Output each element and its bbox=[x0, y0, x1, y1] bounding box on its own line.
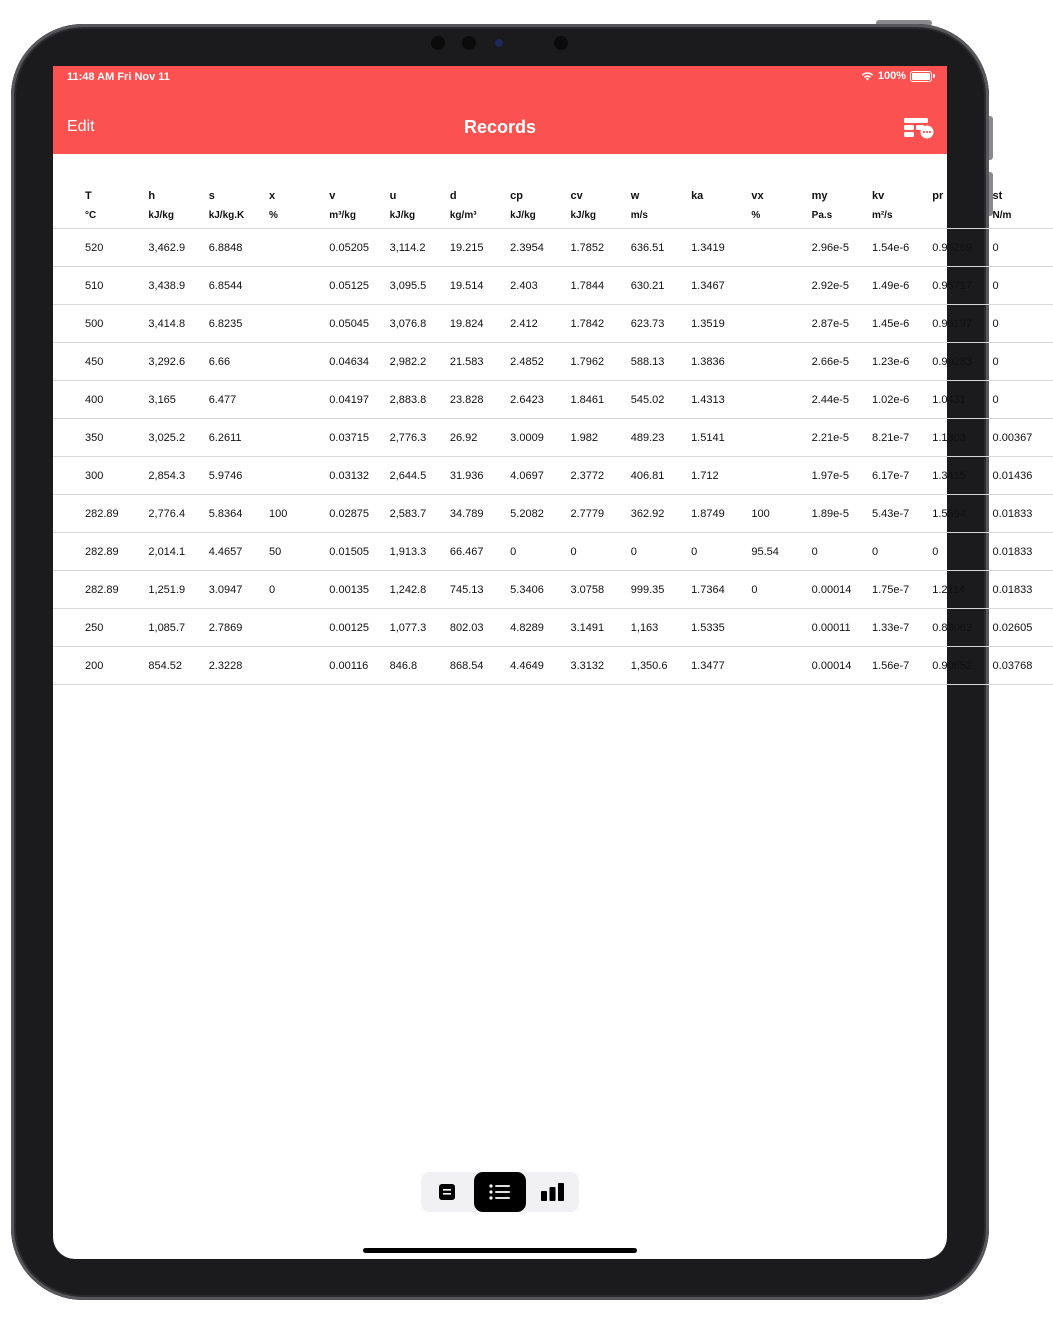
table-cell: 2.96e-5 bbox=[811, 241, 849, 254]
table-cell: 250 bbox=[85, 621, 104, 634]
table-cell: 1,085.7 bbox=[148, 621, 186, 634]
table-cell: 26.92 bbox=[449, 431, 478, 444]
table-cell: 3.1491 bbox=[570, 621, 605, 634]
column-unit: kJ/kg bbox=[389, 209, 416, 221]
table-cell: 2,014.1 bbox=[148, 545, 186, 558]
table-cell bbox=[751, 381, 811, 419]
table-cell bbox=[269, 305, 329, 343]
column-unit: kJ/kg.K bbox=[208, 209, 245, 221]
table-cell: 3,025.2 bbox=[148, 431, 186, 444]
table-cell: 6.17e-7 bbox=[871, 469, 910, 482]
table-cell: 0.95269 bbox=[932, 241, 973, 254]
tab-document[interactable] bbox=[427, 1172, 467, 1212]
column-unit: m³/kg bbox=[329, 209, 356, 221]
table-cell: 846.8 bbox=[389, 659, 418, 672]
table-row[interactable] bbox=[53, 571, 1053, 609]
table-cell: 3.0947 bbox=[208, 583, 243, 596]
column-name: T bbox=[85, 190, 92, 202]
table-cell: 100 bbox=[751, 507, 770, 520]
table-cell: 0 bbox=[932, 545, 939, 558]
column-unit: Pa.s bbox=[811, 209, 833, 221]
table-row[interactable] bbox=[53, 609, 1053, 647]
table-cell: 2.6423 bbox=[510, 393, 544, 406]
table-cell: 1.2114 bbox=[932, 583, 966, 596]
table-row[interactable] bbox=[53, 343, 1053, 381]
table-cell: 4.8289 bbox=[510, 621, 544, 634]
table-cell: 0.02605 bbox=[992, 621, 1033, 634]
column-name: d bbox=[449, 190, 457, 202]
table-cell: 1.1303 bbox=[932, 431, 966, 444]
table-cell: 3,414.8 bbox=[148, 317, 186, 330]
table-cell: 5.2082 bbox=[510, 507, 544, 520]
table-cell: 4.0697 bbox=[510, 469, 544, 482]
table-cell: 0.99283 bbox=[932, 355, 973, 368]
table-cell bbox=[269, 267, 329, 305]
table-cell: 588.13 bbox=[630, 355, 665, 368]
battery-icon bbox=[910, 71, 932, 82]
table-cell: 5.8364 bbox=[208, 507, 243, 520]
table-cell: 0.03768 bbox=[992, 659, 1033, 672]
table-cell: 745.13 bbox=[449, 583, 484, 596]
table-cell: 0.00367 bbox=[992, 431, 1033, 444]
table-cell: 2,883.8 bbox=[389, 393, 427, 406]
column-name: v bbox=[329, 190, 336, 202]
table-cell: 802.03 bbox=[449, 621, 484, 634]
table-cell: 0.01833 bbox=[992, 583, 1033, 596]
table-cell: 0.83062 bbox=[932, 621, 973, 634]
table-cell: 5.9746 bbox=[208, 469, 243, 482]
document-icon bbox=[438, 1183, 456, 1201]
table-cell: 1,242.8 bbox=[389, 583, 427, 596]
table-cell: 1.5594 bbox=[932, 507, 966, 520]
battery-percent: 100% bbox=[877, 70, 906, 82]
table-cell: 1.3467 bbox=[691, 279, 725, 292]
table-cell: 1,077.3 bbox=[389, 621, 427, 634]
table-cell: 1.23e-6 bbox=[871, 355, 910, 368]
edit-button[interactable]: Edit bbox=[67, 118, 95, 135]
table-cell: 630.21 bbox=[630, 279, 665, 292]
table-cell: 95.54 bbox=[751, 545, 779, 558]
column-name: x bbox=[268, 190, 276, 202]
table-cell bbox=[269, 647, 329, 685]
table-cell: 0 bbox=[811, 545, 818, 558]
table-cell: 1.45e-6 bbox=[871, 317, 910, 330]
table-cell: 19.514 bbox=[449, 279, 484, 292]
table-cell: 0.05205 bbox=[329, 241, 370, 254]
table-cell bbox=[269, 419, 329, 457]
column-units-row bbox=[53, 202, 1053, 229]
sensor bbox=[431, 36, 445, 50]
table-cell: 282.89 bbox=[85, 545, 119, 558]
table-cell: 300 bbox=[85, 469, 104, 482]
table-cell: 0 bbox=[268, 583, 276, 596]
table-cell: 1.7842 bbox=[570, 317, 605, 330]
table-cell: 0.03132 bbox=[329, 469, 370, 482]
table-cell: 1,251.9 bbox=[148, 583, 186, 596]
table-cell: 0 bbox=[992, 393, 999, 406]
table-cell: 1,350.6 bbox=[630, 659, 668, 672]
table-cell: 3.3132 bbox=[570, 659, 605, 672]
table-cell: 1.4313 bbox=[691, 393, 725, 406]
table-cell: 8.21e-7 bbox=[871, 431, 910, 444]
table-cell: 0 bbox=[691, 545, 698, 558]
status-time: 11:48 AM Fri Nov 11 bbox=[67, 71, 170, 83]
table-cell: 2,644.5 bbox=[389, 469, 427, 482]
table-cell: 1.3836 bbox=[691, 355, 725, 368]
table-cell: 34.789 bbox=[449, 507, 484, 520]
table-cell: 2.7869 bbox=[208, 621, 243, 634]
table-cell: 500 bbox=[85, 317, 104, 330]
table-cell: 0.01436 bbox=[992, 469, 1033, 482]
table-cell: 0.01833 bbox=[992, 507, 1033, 520]
column-unit: m²/s bbox=[871, 209, 893, 221]
table-cell: 1.3477 bbox=[691, 659, 725, 672]
table-cell: 6.8544 bbox=[208, 279, 243, 292]
table-cell: 1.33e-7 bbox=[871, 621, 910, 634]
table-cell: 1.982 bbox=[570, 431, 598, 444]
table-cell bbox=[751, 305, 811, 343]
table-cell: 3,165 bbox=[148, 393, 176, 406]
table-cell: 1.75e-7 bbox=[871, 583, 910, 596]
column-unit: N/m bbox=[992, 209, 1012, 221]
table-cell: 0 bbox=[630, 545, 637, 558]
table-cell: 6.8848 bbox=[208, 241, 243, 254]
table-cell: 2,776.4 bbox=[148, 507, 186, 520]
table-cell: 3.0758 bbox=[570, 583, 605, 596]
table-cell: 0.03715 bbox=[329, 431, 370, 444]
column-name: kv bbox=[871, 190, 885, 202]
table-cell: 2,854.3 bbox=[148, 469, 186, 482]
table-row[interactable] bbox=[53, 381, 1053, 419]
table-cell: 6.66 bbox=[208, 355, 231, 368]
table-cell: 0 bbox=[992, 317, 999, 330]
table-cell: 1.5335 bbox=[691, 621, 725, 634]
table-cell: 2.4852 bbox=[510, 355, 544, 368]
column-unit: kJ/kg bbox=[148, 209, 174, 221]
table-row[interactable] bbox=[53, 495, 1053, 533]
table-cell: 1.02e-6 bbox=[871, 393, 910, 406]
table-row[interactable] bbox=[53, 647, 1053, 685]
table-cell: 2.92e-5 bbox=[811, 279, 849, 292]
battery-tip bbox=[933, 74, 935, 78]
table-cell: 3,438.9 bbox=[148, 279, 186, 292]
bar-chart-icon bbox=[540, 1182, 566, 1202]
table-cell: 1,913.3 bbox=[389, 545, 427, 558]
table-cell: 636.51 bbox=[630, 241, 665, 254]
table-cell: 1.54e-6 bbox=[871, 241, 910, 254]
table-cell: 489.23 bbox=[630, 431, 665, 444]
table-row[interactable] bbox=[53, 457, 1053, 495]
table-cell: 2.412 bbox=[510, 317, 538, 330]
column-name: u bbox=[389, 190, 397, 202]
table-cell: 1.3415 bbox=[932, 469, 966, 482]
table-cell bbox=[751, 609, 811, 647]
table-options-icon[interactable] bbox=[903, 116, 935, 140]
column-name: w bbox=[630, 190, 640, 202]
table-cell: 2.403 bbox=[510, 279, 538, 292]
table-cell: 406.81 bbox=[630, 469, 665, 482]
sensor bbox=[462, 36, 476, 50]
table-cell: 0 bbox=[510, 545, 517, 558]
table-cell: 1.7852 bbox=[570, 241, 605, 254]
table-cell: 282.89 bbox=[85, 583, 119, 596]
table-cell: 100 bbox=[268, 507, 288, 520]
camera bbox=[495, 39, 503, 47]
table-cell: 0 bbox=[992, 241, 999, 254]
screen bbox=[53, 66, 1033, 1259]
table-cell: 520 bbox=[85, 241, 104, 254]
table-cell: 2.66e-5 bbox=[811, 355, 849, 368]
column-unit: kJ/kg bbox=[570, 209, 597, 221]
table-cell: 1.3419 bbox=[691, 241, 725, 254]
table-cell: 0.01833 bbox=[992, 545, 1033, 558]
wifi-icon bbox=[861, 71, 874, 81]
table-cell: 19.824 bbox=[449, 317, 484, 330]
table-cell: 1.7364 bbox=[691, 583, 725, 596]
table-cell: 3.0009 bbox=[510, 431, 544, 444]
table-cell: 868.54 bbox=[449, 659, 484, 672]
table-row[interactable] bbox=[53, 419, 1053, 457]
table-cell: 1.7962 bbox=[570, 355, 605, 368]
home-indicator bbox=[363, 1248, 637, 1253]
table-cell: 0 bbox=[570, 545, 577, 558]
column-unit: °C bbox=[85, 209, 97, 221]
page-title: Records bbox=[463, 117, 537, 137]
table-cell: 0.96197 bbox=[932, 317, 973, 330]
column-name: pr bbox=[932, 190, 944, 202]
table-cell: 6.2611 bbox=[208, 431, 242, 444]
table-cell: 0.00125 bbox=[329, 621, 370, 634]
table-cell: 623.73 bbox=[630, 317, 665, 330]
table-cell: 0 bbox=[992, 279, 999, 292]
column-name: my bbox=[811, 190, 828, 202]
column-unit: m/s bbox=[630, 209, 648, 221]
table-cell: 50 bbox=[268, 545, 282, 558]
table-cell: 19.215 bbox=[449, 241, 484, 254]
sensor bbox=[554, 36, 568, 50]
table-cell: 0.02875 bbox=[329, 507, 370, 520]
table-row[interactable] bbox=[53, 229, 1053, 267]
table-cell: 1.5141 bbox=[691, 431, 725, 444]
table-cell: 0 bbox=[992, 355, 999, 368]
table-cell: 1.3519 bbox=[691, 317, 725, 330]
table-cell: 5.43e-7 bbox=[871, 507, 910, 520]
table-cell: 21.583 bbox=[449, 355, 484, 368]
table-cell: 1.56e-7 bbox=[871, 659, 910, 672]
column-unit bbox=[691, 202, 751, 229]
table-cell: 0.04197 bbox=[329, 393, 370, 406]
table-cell: 1.8749 bbox=[691, 507, 725, 520]
table-cell: 0.00011 bbox=[811, 621, 851, 634]
table-cell: 0.00014 bbox=[811, 659, 852, 672]
table-cell bbox=[269, 381, 329, 419]
table-cell: 0.01505 bbox=[329, 545, 370, 558]
table-cell: 1,163 bbox=[630, 621, 659, 634]
table-cell: 1.0431 bbox=[932, 393, 966, 406]
table-cell: 3,095.5 bbox=[389, 279, 427, 292]
table-cell: 3,076.8 bbox=[389, 317, 427, 330]
column-unit: kJ/kg bbox=[510, 209, 536, 221]
table-cell bbox=[751, 343, 811, 381]
status-indicators bbox=[861, 70, 935, 82]
table-cell: 282.89 bbox=[85, 507, 119, 520]
table-cell: 2.3954 bbox=[510, 241, 544, 254]
table-cell: 0.05045 bbox=[329, 317, 370, 330]
table-cell: 400 bbox=[85, 393, 104, 406]
table-cell: 1.8461 bbox=[570, 393, 605, 406]
column-names-row bbox=[53, 180, 1053, 202]
column-name: ka bbox=[691, 190, 704, 202]
table-cell: 2,982.2 bbox=[389, 355, 427, 368]
tab-list[interactable] bbox=[474, 1172, 526, 1212]
table-cell bbox=[269, 343, 329, 381]
table-cell bbox=[751, 647, 811, 685]
table-cell: 2,583.7 bbox=[389, 507, 427, 520]
table-cell bbox=[269, 229, 329, 267]
table-cell: 0.00014 bbox=[811, 583, 852, 596]
column-name: vx bbox=[751, 190, 764, 202]
table-cell: 350 bbox=[85, 431, 104, 444]
list-icon bbox=[489, 1184, 511, 1200]
column-name: s bbox=[208, 190, 215, 202]
table-cell: 2.3228 bbox=[208, 659, 243, 672]
table-cell: 545.02 bbox=[630, 393, 665, 406]
table-cell: 3,462.9 bbox=[148, 241, 186, 254]
table-cell: 510 bbox=[85, 279, 104, 292]
table-cell: 23.828 bbox=[449, 393, 484, 406]
table-cell: 0.00116 bbox=[329, 659, 369, 672]
table-cell: 0.05125 bbox=[329, 279, 370, 292]
table-cell: 2.44e-5 bbox=[811, 393, 849, 406]
table-cell: 0.00135 bbox=[329, 583, 370, 596]
table-cell: 2.7779 bbox=[570, 507, 605, 520]
column-name: st bbox=[992, 190, 1003, 202]
table-cell: 3,114.2 bbox=[389, 241, 426, 254]
table-cell: 2.21e-5 bbox=[811, 431, 849, 444]
table-cell bbox=[751, 419, 811, 457]
table-cell bbox=[751, 457, 811, 495]
table-cell: 4.4657 bbox=[208, 545, 243, 558]
table-row[interactable] bbox=[53, 305, 1053, 343]
table-cell: 0.95717 bbox=[932, 279, 973, 292]
table-cell: 450 bbox=[85, 355, 104, 368]
table-cell: 1.712 bbox=[691, 469, 719, 482]
table-cell: 0.04634 bbox=[329, 355, 370, 368]
column-name: cp bbox=[510, 190, 524, 202]
table-cell: 3,292.6 bbox=[148, 355, 186, 368]
table-cell: 1.89e-5 bbox=[811, 507, 849, 520]
table-cell: 6.8235 bbox=[208, 317, 243, 330]
table-cell: 854.52 bbox=[148, 659, 183, 672]
table-cell: 66.467 bbox=[449, 545, 484, 558]
table-cell: 1.49e-6 bbox=[871, 279, 910, 292]
table-cell: 31.936 bbox=[449, 469, 484, 482]
table-row[interactable] bbox=[53, 267, 1053, 305]
column-name: cv bbox=[570, 190, 583, 202]
table-cell bbox=[269, 609, 329, 647]
tab-chart[interactable] bbox=[533, 1172, 573, 1212]
column-unit bbox=[932, 202, 992, 229]
table-cell: 0 bbox=[871, 545, 879, 558]
navigation-bar bbox=[53, 66, 947, 154]
view-mode-segmented-control bbox=[421, 1172, 579, 1212]
table-cell: 0 bbox=[751, 583, 758, 596]
column-unit: % bbox=[268, 209, 278, 221]
records-table bbox=[53, 180, 1053, 685]
table-cell bbox=[751, 229, 811, 267]
table-cell: 362.92 bbox=[630, 507, 665, 520]
table-cell: 1.97e-5 bbox=[811, 469, 849, 482]
column-unit: % bbox=[751, 209, 761, 221]
table-cell: 0.90652 bbox=[932, 659, 973, 672]
table-cell bbox=[751, 267, 811, 305]
table-cell: 6.477 bbox=[208, 393, 237, 406]
table-cell: 2,776.3 bbox=[389, 431, 427, 444]
table-cell bbox=[269, 457, 329, 495]
table-cell: 2.87e-5 bbox=[811, 317, 849, 330]
table-cell: 1.7844 bbox=[570, 279, 605, 292]
column-name: h bbox=[148, 190, 156, 202]
table-cell: 200 bbox=[85, 659, 104, 672]
table-cell: 5.3406 bbox=[510, 583, 544, 596]
table-cell: 4.4649 bbox=[510, 659, 544, 672]
column-unit: kg/m³ bbox=[449, 209, 477, 221]
table-row[interactable] bbox=[53, 533, 1053, 571]
table-cell: 999.35 bbox=[630, 583, 665, 596]
table-cell: 2.3772 bbox=[570, 469, 605, 482]
